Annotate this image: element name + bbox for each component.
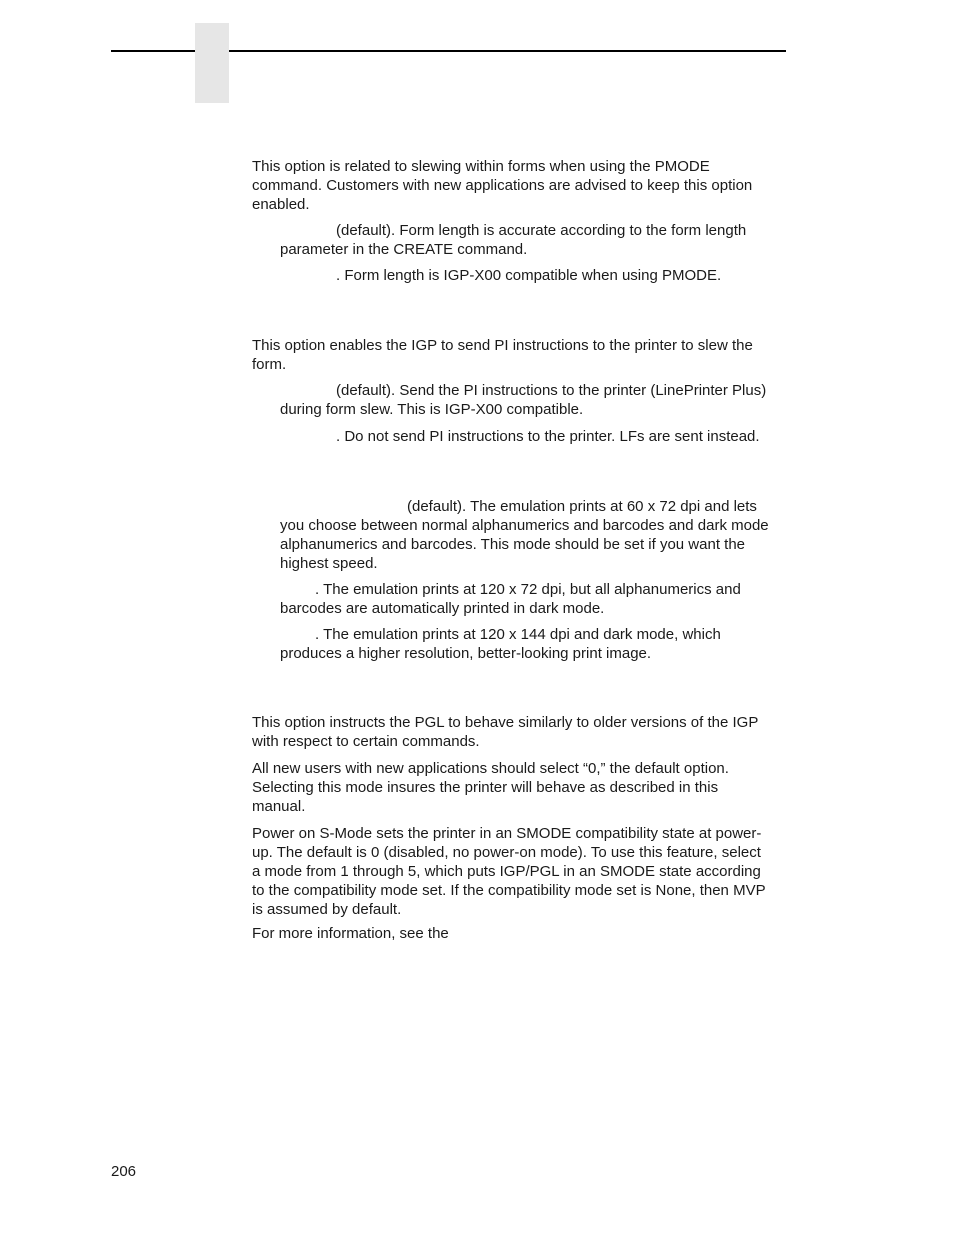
compat-intro: This option instructs the PGL to behave similarly to older versions of the IGP with respect to certain commands. (252, 714, 759, 750)
quality-option-default: (default). The emulation prints at 60 x 72 dpi and lets you choose between normal alphanumerics and barcodes and dark mode alphanumerics and barcodes. This mode should be set if you want the highest speed. (280, 498, 769, 572)
page-number: 206 (111, 1163, 137, 1180)
compat-new-users: All new users with new applications should select “0,” the default option. Selecting this mode insures the printer will behave as described in this manual. (252, 760, 729, 815)
quality-option-dark: . The emulation prints at 120 x 72 dpi, but all alphanumerics and barcodes are automatically printed in dark mode. (280, 581, 741, 617)
chapter-tab (195, 23, 229, 103)
compat-power-on: Power on S-Mode sets the printer in an SMODE compatibility state at power- up. The default is 0 (disabled, no power-on mode). To use this feature, select a mode from 1 through 5, which puts IGP/PGL in an SMODE state according to the compatibility mode set. If the compatibility mode set is None, then MVP is assumed by default. (252, 825, 766, 918)
pmode-intro: This option is related to slewing within forms when using the PMODE command. Customers with new applications are advised to keep this option enabled. (252, 158, 753, 213)
pi-slew-option-enabled: (default). Send the PI instructions to the printer (LinePrinter Plus) during form slew. This is IGP-X00 compatible. (280, 382, 767, 418)
quality-option-high: . The emulation prints at 120 x 144 dpi and dark mode, which produces a higher resolution, better-looking print image. (280, 626, 721, 662)
pi-slew-option-disabled: . Do not send PI instructions to the printer. LFs are sent instead. (336, 428, 760, 445)
compat-more-info: For more information, see the (252, 925, 449, 942)
pmode-option-disabled: . Form length is IGP-X00 compatible when using PMODE. (336, 267, 722, 284)
pmode-option-enabled: (default). Form length is accurate according to the form length parameter in the CREATE command. (280, 222, 747, 258)
pi-slew-intro: This option enables the IGP to send PI instructions to the printer to slew the form. (252, 337, 753, 373)
